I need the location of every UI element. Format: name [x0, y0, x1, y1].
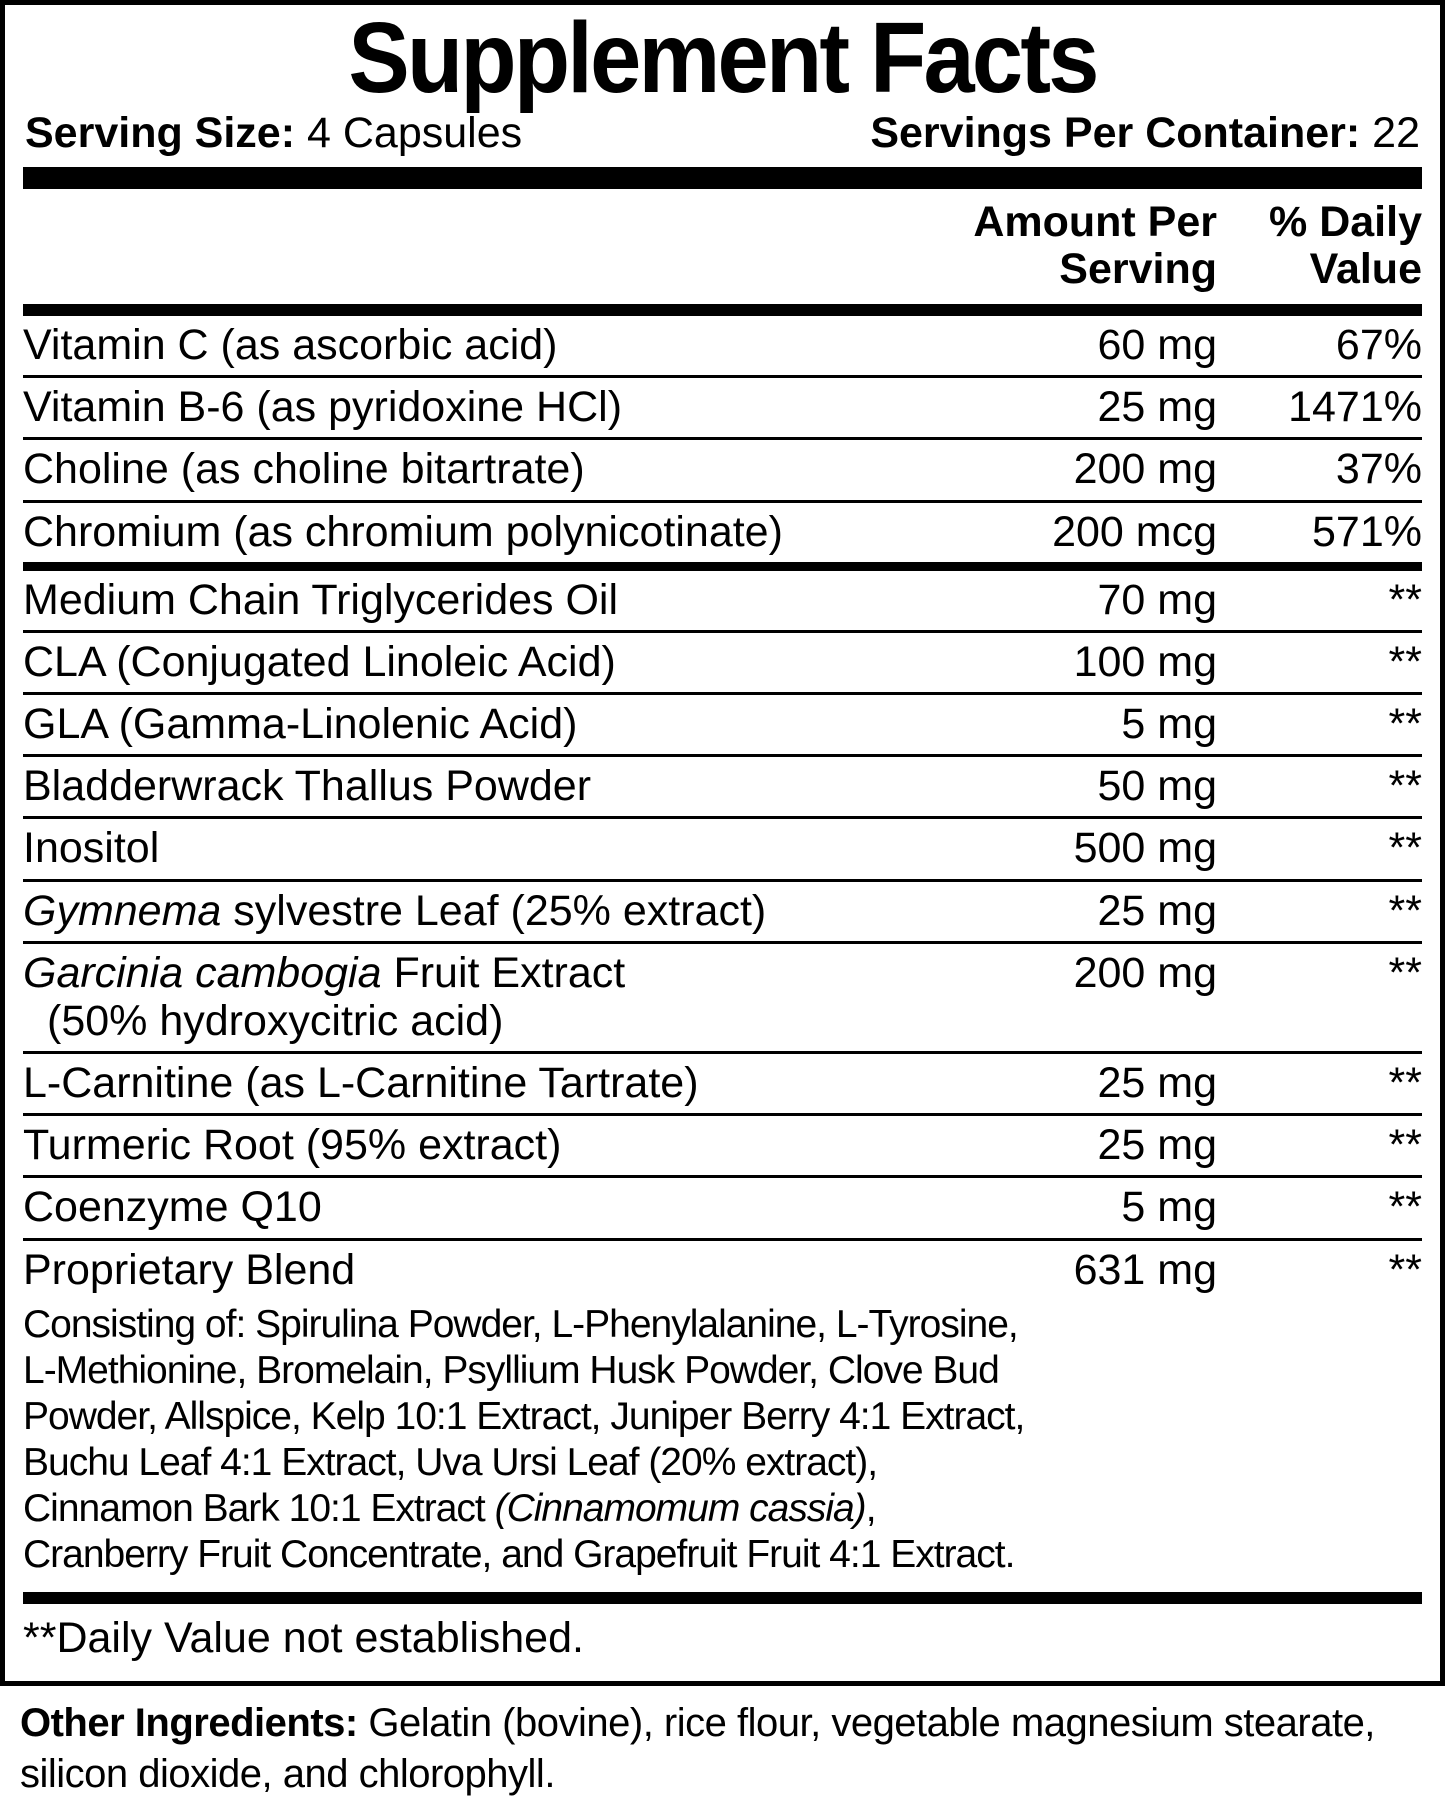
ingredient-name-line1 [23, 445, 907, 493]
ingredient-daily-value: ** [1388, 575, 1422, 624]
ingredient-name-segment: Fruit Extract [381, 948, 626, 997]
panel-title: Supplement Facts [348, 2, 1097, 114]
ingredient-name [23, 949, 907, 1045]
ingredient-name-line1 [23, 887, 907, 935]
ingredient-rows [23, 316, 1422, 1592]
ingredient-daily-value: ** [1388, 762, 1422, 811]
serving-size-label: Serving Size: [25, 109, 296, 157]
ingredient-daily-value: ** [1388, 1183, 1422, 1232]
proprietary-blend-description-line [23, 1348, 1422, 1394]
ingredient-name-segment: Inositol [23, 824, 160, 873]
ingredient-name-line1 [23, 1059, 907, 1107]
ingredient-name-segment: Medium Chain Triglycerides Oil [23, 575, 619, 624]
ingredient-name-line1 [23, 1121, 907, 1169]
ingredient-name-line2: (50% hydroxycitric acid) [47, 996, 504, 1045]
ingredient-name-segment: Cinnamon Bark 10:1 Extract [23, 1486, 495, 1530]
ingredient-name-segment: Coenzyme Q10 [23, 1183, 322, 1232]
ingredient-name-segment: CLA (Conjugated Linoleic Acid) [23, 637, 616, 686]
dv-header-line2: Value [1309, 244, 1422, 293]
heavy-rule-header [23, 304, 1422, 316]
ingredient-name-line1 [23, 321, 907, 369]
ingredient-row [23, 437, 1422, 499]
ingredient-amount: 25 mg [1097, 1121, 1217, 1170]
ingredient-row [23, 1051, 1422, 1113]
ingredient-name [23, 321, 907, 369]
ingredient-name-segment: Turmeric Root (95% extract) [23, 1121, 562, 1170]
ingredient-amount: 25 mg [1097, 383, 1217, 432]
servings-per-container-label: Servings Per Container: [870, 109, 1361, 157]
ingredient-name-segment: Consisting of: Spirulina Powder, L-Phenylalanine, L-Tyrosine, [23, 1302, 1018, 1346]
ingredient-name-segment: Bladderwrack Thallus Powder [23, 762, 592, 811]
ingredient-row [23, 375, 1422, 437]
ingredient-row [23, 816, 1422, 878]
ingredient-name [23, 824, 907, 872]
ingredient-row [23, 630, 1422, 692]
ingredient-name-segment: Cranberry Fruit Concentrate, and Grapefruit Fruit 4:1 Extract. [23, 1532, 1015, 1576]
ingredient-amount: 100 mg [1073, 637, 1217, 686]
ingredient-row [23, 1175, 1422, 1237]
ingredient-row [23, 1238, 1422, 1300]
ingredient-name-segment: Vitamin B-6 (as pyridoxine HCl) [23, 383, 623, 432]
daily-value-footnote: **Daily Value not established. [23, 1613, 584, 1662]
proprietary-blend-description-line [23, 1302, 1422, 1348]
ingredient-daily-value: ** [1388, 948, 1422, 997]
ingredient-row [23, 571, 1422, 630]
ingredient-amount: 5 mg [1121, 700, 1217, 749]
ingredient-name [23, 1121, 907, 1169]
ingredient-name-segment: L-Methionine, Bromelain, Psyllium Husk Powder, Clove Bud [23, 1348, 999, 1392]
ingredient-amount: 500 mg [1073, 824, 1217, 873]
other-ingredients-text: Gelatin (bovine), rice flour, vegetable magnesium stearate, silicon dioxide, and chlorophyll. [20, 1700, 1375, 1796]
proprietary-blend-description [23, 1300, 1422, 1592]
other-ingredients [20, 1698, 1425, 1800]
ingredient-name [23, 1183, 907, 1231]
ingredient-name [23, 508, 907, 556]
ingredient-name [23, 700, 907, 748]
servings-per-container-value: 22 [1372, 109, 1420, 157]
ingredient-daily-value: ** [1388, 1059, 1422, 1108]
ingredient-name-line1 [23, 824, 907, 872]
amount-per-serving-header [907, 199, 1217, 292]
ingredient-name-segment: GLA (Gamma-Linolenic Acid) [23, 700, 578, 749]
ingredient-name-line1 [23, 700, 907, 748]
ingredient-daily-value: ** [1388, 1121, 1422, 1170]
ingredient-amount: 200 mg [1073, 445, 1217, 494]
ingredient-amount: 631 mg [1073, 1245, 1217, 1294]
ingredient-name-line1 [23, 762, 907, 810]
ingredient-name-segment: Proprietary Blend [23, 1245, 356, 1294]
ingredient-amount: 60 mg [1097, 321, 1217, 370]
daily-value-header [1217, 199, 1422, 292]
other-ingredients-label: Other Ingredients: [20, 1700, 358, 1745]
ingredient-name-segment: Buchu Leaf 4:1 Extract, Uva Ursi Leaf (20% extract), [23, 1440, 878, 1484]
proprietary-blend-description-line [23, 1532, 1422, 1578]
ingredient-daily-value: 571% [1312, 507, 1422, 556]
ingredient-name [23, 383, 907, 431]
ingredient-amount: 200 mg [1073, 948, 1217, 997]
amount-header-line2: Serving [1059, 244, 1217, 293]
ingredient-name-line1 [23, 949, 907, 997]
ingredient-name-italic-segment: Garcinia cambogia [23, 948, 382, 997]
serving-size-value: 4 Capsules [306, 109, 523, 157]
amount-header-line1: Amount Per [973, 198, 1217, 247]
ingredient-name [23, 445, 907, 493]
dv-header-line1: % Daily [1269, 198, 1422, 247]
ingredient-daily-value: ** [1388, 700, 1422, 749]
ingredient-row [23, 692, 1422, 754]
proprietary-blend-description-line [23, 1486, 1422, 1532]
servings-per-container [870, 110, 1420, 157]
ingredient-daily-value: 37% [1335, 445, 1422, 494]
ingredient-daily-value: ** [1388, 1245, 1422, 1294]
ingredient-name-italic-segment: (Cinnamomum cassia) [494, 1486, 866, 1530]
ingredient-amount: 70 mg [1097, 575, 1217, 624]
ingredient-name [23, 1059, 907, 1107]
ingredient-name-line1 [23, 1183, 907, 1231]
ingredient-name-segment: , [865, 1486, 876, 1530]
ingredient-name-segment: Chromium (as chromium polynicotinate) [23, 507, 783, 556]
ingredient-name [23, 1246, 907, 1294]
ingredient-row [23, 754, 1422, 816]
ingredient-name-line1 [23, 576, 907, 624]
ingredient-name-line1 [23, 638, 907, 686]
serving-size [25, 110, 522, 157]
ingredient-name-segment: Vitamin C (as ascorbic acid) [23, 321, 558, 370]
ingredient-daily-value: ** [1388, 886, 1422, 935]
ingredient-name-line1 [23, 1246, 907, 1294]
ingredient-daily-value: ** [1388, 824, 1422, 873]
ingredient-amount: 25 mg [1097, 886, 1217, 935]
ingredient-name-italic-segment: Gymnema [23, 886, 222, 935]
ingredient-name-segment: Powder, Allspice, Kelp 10:1 Extract, Juniper Berry 4:1 Extract, [23, 1394, 1025, 1438]
ingredient-amount: 25 mg [1097, 1059, 1217, 1108]
ingredient-name [23, 762, 907, 810]
ingredient-name-segment: sylvestre Leaf (25% extract) [221, 886, 767, 935]
ingredient-name-line1 [23, 383, 907, 431]
ingredient-row [23, 941, 1422, 1051]
ingredient-row [23, 500, 1422, 562]
ingredient-row [23, 1113, 1422, 1175]
proprietary-blend-description-line [23, 1394, 1422, 1440]
ingredient-daily-value: 1471% [1288, 383, 1422, 432]
serving-info [25, 110, 1420, 157]
ingredient-daily-value: 67% [1335, 321, 1422, 370]
heavy-rule-footnote [23, 1592, 1422, 1604]
heavy-rule-section [23, 562, 1422, 571]
ingredient-name [23, 638, 907, 686]
ingredient-amount: 5 mg [1121, 1183, 1217, 1232]
ingredient-name [23, 887, 907, 935]
ingredient-row [23, 879, 1422, 941]
proprietary-blend-description-line [23, 1440, 1422, 1486]
heavy-rule-top [23, 167, 1422, 189]
ingredient-amount: 200 mcg [1052, 507, 1217, 556]
ingredient-name-segment: Choline (as choline bitartrate) [23, 445, 585, 494]
column-headers [23, 199, 1422, 292]
ingredient-daily-value: ** [1388, 637, 1422, 686]
ingredient-row [23, 316, 1422, 375]
ingredient-name [23, 576, 907, 624]
ingredient-name-line1 [23, 508, 907, 556]
ingredient-name-segment: L-Carnitine (as L-Carnitine Tartrate) [23, 1059, 699, 1108]
ingredient-amount: 50 mg [1097, 762, 1217, 811]
